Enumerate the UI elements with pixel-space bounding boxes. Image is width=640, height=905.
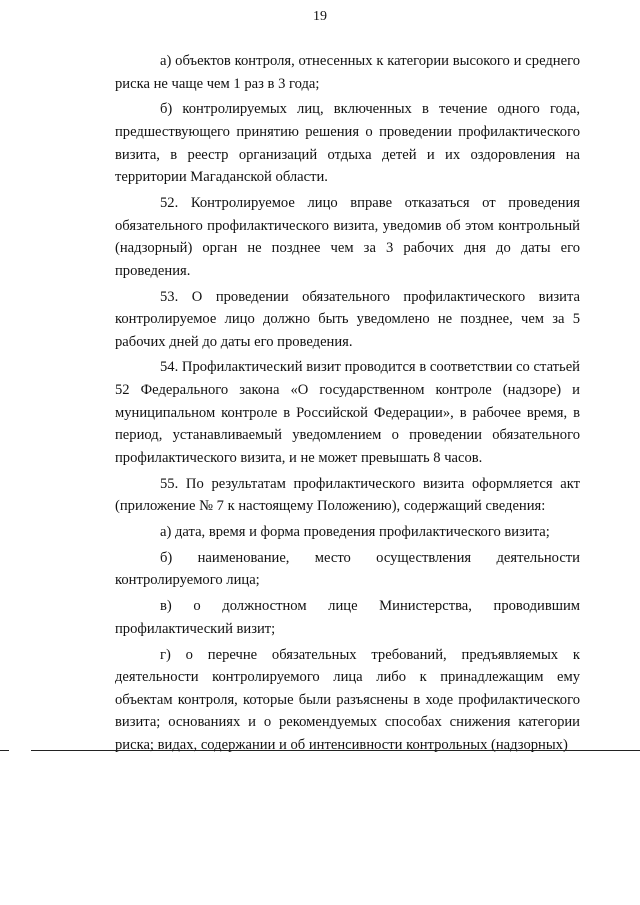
page-number: 19 (313, 9, 327, 24)
paragraph-a-risk-objects: а) объектов контроля, отнесенных к категории высокого и среднего риска не чаще чем 1 раз в 3 года; (115, 53, 580, 92)
paragraph-55-a: а) дата, время и форма проведения профилактического визита; (160, 524, 550, 540)
paragraph-55-g: г) о перечне обязательных требований, предъявляемых к деятельности контролируемого лица либо к принадлежащим ему объектам контроля, которые были разъяснены в ходе профилактического визита; основаниях и о рекомендуемых способах снижения категории риска; видах, содержании и об интенсивности контрольных (надзорных) (115, 646, 580, 753)
paragraph-52: 52. Контролируемое лицо вправе отказаться от проведения обязательного профилактического визита, уведомив об этом контрольный (надзорный) орган не позднее чем за 3 рабочих дня до даты его проведения. (115, 194, 580, 279)
paragraph-55-v: в) о должностном лице Министерства, проводившим профилактический визит; (115, 598, 580, 637)
page-divider (31, 750, 640, 751)
paragraph-55: 55. По результатам профилактического визита оформляется акт (приложение № 7 к настоящему Положению), содержащий сведения: (115, 475, 580, 515)
document-body (115, 50, 580, 760)
paragraph-55-b: б) наименование, место осуществления деятельности контролируемого лица; (115, 549, 580, 589)
paragraph-b-controlled-persons: б) контролируемых лиц, включенных в течение одного года, предшествующего принятию решения о проведении профилактического визита, в реестр организаций отдыха детей и их оздоровления на территории Магаданской области. (115, 101, 580, 186)
paragraph-53: 53. О проведении обязательного профилактического визита контролируемое лицо должно быть уведомлено не позднее, чем за 5 рабочих дней до даты его проведения. (115, 288, 580, 350)
page-divider-left (0, 750, 9, 751)
paragraph-54: 54. Профилактический визит проводится в соответствии со статьей 52 Федерального закона «О государственном контроле (надзоре) и муниципальном контроле в Российской Федерации», в рабочее время, в период, устанавливаемый уведомлением о проведении обязательного профилактического визита, и не может превышать 8 часов. (115, 359, 580, 466)
